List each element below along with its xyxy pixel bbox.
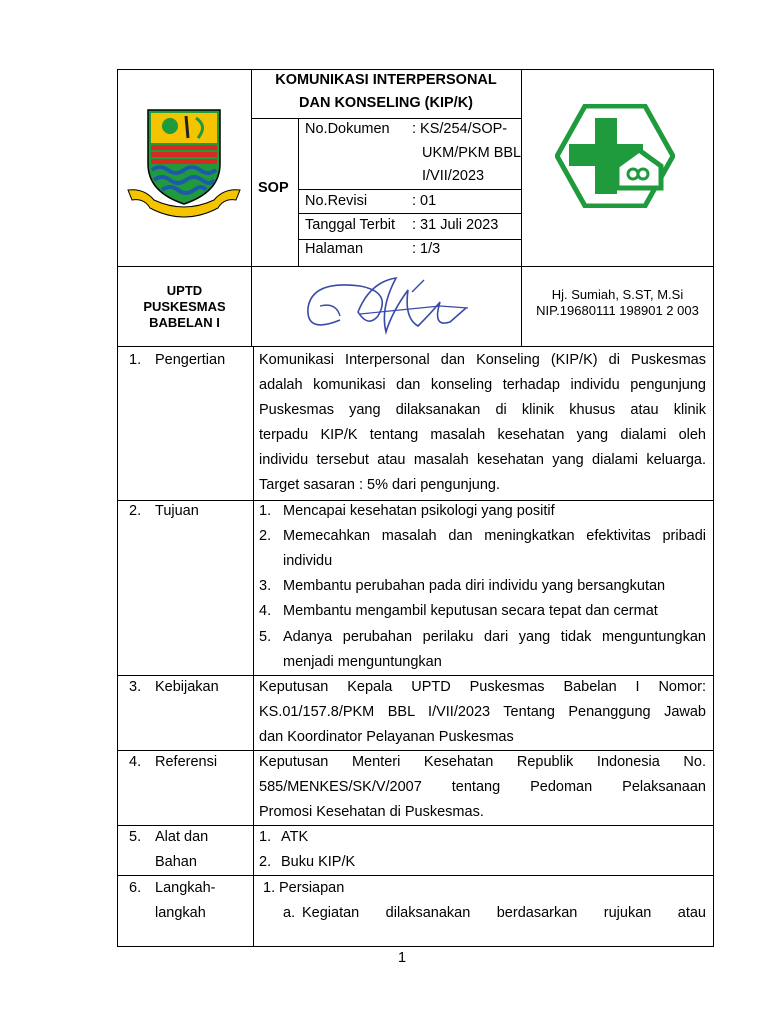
section-1-line: Target sasaran : 5% dari pengunjung. — [259, 477, 501, 493]
step-1a-letter: a. — [283, 905, 296, 921]
step-1-heading: Persiapan — [279, 880, 345, 896]
section-2-label: Tujuan — [155, 503, 199, 519]
goal-5-line: Adanya perubahan perilaku dari yang tidak menguntungkan — [283, 629, 706, 645]
table-border-right — [713, 69, 714, 947]
goal-3-number: 3. — [259, 578, 272, 594]
table-border-left — [117, 69, 118, 947]
signature-image — [300, 272, 470, 340]
goal-2-line: Memecahkan masalah dan meningkatkan efektivitas pribadi — [283, 528, 706, 544]
step-1a-text — [302, 901, 706, 926]
sop-title-line-2: DAN KONSELING (KIP/K) — [299, 95, 473, 111]
section-3-line: Keputusan Kepala UPTD Puskesmas Babelan I Nomor: — [259, 679, 706, 695]
org-line-1: UPTD — [166, 283, 203, 298]
revision-label: No.Revisi — [305, 193, 368, 209]
section-6-label-line-1: Langkah- — [155, 880, 216, 896]
tool-1-number: 1. — [259, 829, 272, 845]
section-4-line: Keputusan Menteri Kesehatan Republik Indonesia No. — [259, 754, 706, 770]
issue-date-value: : 31 Juli 2023 — [412, 217, 499, 233]
step-1a-line: Kegiatan dilaksanakan berdasarkan rujukan atau — [302, 905, 706, 921]
signer-nip: NIP.19680111 198901 2 003 — [536, 303, 699, 318]
page-number: 1 — [397, 950, 407, 966]
regency-emblem-logo — [124, 104, 244, 224]
section-1-line: adalah komunikasi dan konseling terhadap individu pengunjung — [259, 377, 706, 393]
org-line-3: BABELAN I — [149, 315, 220, 330]
sop-divider — [298, 118, 299, 267]
section-6-number: 6. — [129, 880, 142, 896]
tool-2-number: 2. — [259, 854, 272, 870]
section-6-label-line-2: langkah — [155, 905, 206, 921]
section-1-line: individu tersebut atau masalah kesehatan yang dialami keluarga. — [259, 452, 706, 468]
tool-1-text: ATK — [281, 829, 309, 845]
section-3-number: 3. — [129, 679, 142, 695]
goal-4-text: Membantu mengambil keputusan secara tepat dan cermat — [283, 603, 658, 619]
issue-date-label: Tanggal Terbit — [305, 217, 396, 233]
section-4-label: Referensi — [155, 754, 218, 770]
goal-2-number: 2. — [259, 528, 272, 544]
section-2-number: 2. — [129, 503, 142, 519]
section-1-line: Puskesmas yang dilaksanakan di klinik khusus atau klinik — [259, 402, 706, 418]
section-3-label: Kebijakan — [155, 679, 219, 695]
doc-number-value-line-3: I/VII/2023 — [422, 168, 485, 184]
sign-bottom-line — [117, 346, 714, 347]
doc-number-value-line-2: UKM/PKM BBL — [422, 145, 522, 161]
section-1-line: terpadu KIP/K tentang masalah kesehatan yang dialami oleh — [259, 427, 706, 443]
revision-value: : 01 — [412, 193, 437, 209]
goal-2-text — [283, 524, 706, 574]
sop-title-line-1: KOMUNIKASI INTERPERSONAL — [275, 72, 497, 88]
body-divider — [253, 346, 254, 947]
header-divider-2 — [521, 69, 522, 267]
section-3-line: dan Koordinator Pelayanan Puskesmas — [259, 729, 514, 745]
section-3-body — [259, 675, 706, 750]
goal-2-continuation: individu — [283, 553, 333, 569]
goal-5-text — [283, 625, 706, 675]
section-1-body — [259, 348, 706, 498]
section-5-label-line-2: Bahan — [155, 854, 197, 870]
org-line-2: PUSKESMAS — [143, 299, 226, 314]
section-5-label-line-1: Alat dan — [155, 829, 209, 845]
section-5-number: 5. — [129, 829, 142, 845]
section-4-line: Promosi Kesehatan di Puskesmas. — [259, 804, 484, 820]
header-bottom-line — [117, 266, 714, 267]
section-1-label: Pengertian — [155, 352, 226, 368]
section-1-number: 1. — [129, 352, 142, 368]
goal-1-text: Mencapai kesehatan psikologi yang positif — [283, 503, 555, 519]
section-4-body — [259, 750, 706, 825]
section-4-line: 585/MENKES/SK/V/2007 tentang Pedoman Pelaksanaan — [259, 779, 706, 795]
section-4-number: 4. — [129, 754, 142, 770]
doc-number-label: No.Dokumen — [305, 121, 390, 137]
goal-5-number: 5. — [259, 629, 272, 645]
puskesmas-logo — [555, 104, 675, 208]
step-1-number: 1. — [263, 880, 276, 896]
page-label: Halaman — [305, 241, 364, 257]
tool-2-text: Buku KIP/K — [281, 854, 356, 870]
page-value: : 1/3 — [412, 241, 441, 257]
doc-number-value-line-1: : KS/254/SOP- — [412, 121, 508, 137]
goal-1-number: 1. — [259, 503, 272, 519]
goal-4-number: 4. — [259, 603, 272, 619]
goal-3-text: Membantu perubahan pada diri individu yang bersangkutan — [283, 578, 666, 594]
sign-divider-1 — [251, 266, 252, 347]
goal-5-continuation: menjadi menguntungkan — [283, 654, 442, 670]
signer-name: Hj. Sumiah, S.ST, M.Si — [551, 287, 684, 302]
section-3-line: KS.01/157.8/PKM BBL I/VII/2023 Tentang Penanggung Jawab — [259, 704, 706, 720]
section-1-line: Komunikasi Interpersonal dan Konseling (KIP/K) di Puskesmas — [259, 352, 706, 368]
sop-label: SOP — [258, 180, 289, 196]
